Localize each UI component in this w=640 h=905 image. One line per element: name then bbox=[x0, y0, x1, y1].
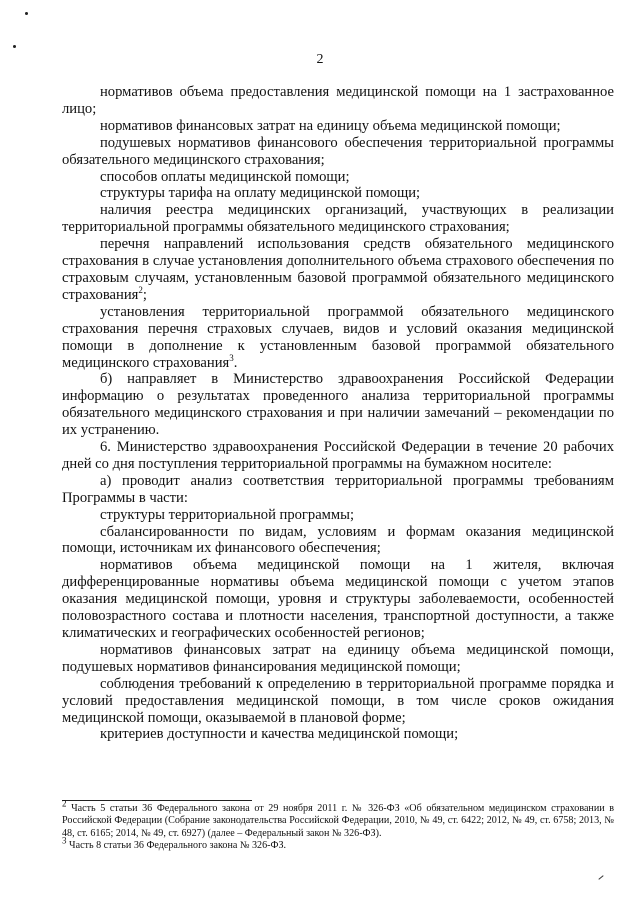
paragraph-end: ; bbox=[142, 286, 147, 303]
paragraph bbox=[62, 169, 614, 186]
paragraph-end: . bbox=[233, 354, 238, 371]
paragraph-text: нормативов финансовых затрат на единицу объема медицинской помощи, подушевых нормативов финансирования медицинской помощи; bbox=[62, 641, 614, 675]
page-number: 2 bbox=[316, 52, 324, 67]
footnote-mark: 3 bbox=[62, 835, 67, 846]
paragraph-text: нормативов объема предоставления медицинской помощи на 1 застрахованное лицо; bbox=[62, 84, 614, 117]
paragraph-text: установления территориальной программой обязательного медицинского страхования перечня страховых случаев, видов и условий оказания медицинской помощи в дополнение к установленным базовой программой обязательного медицинского страхования bbox=[62, 303, 614, 371]
footnote-ref: 3 bbox=[229, 352, 234, 363]
scan-speck bbox=[13, 45, 16, 48]
paragraph bbox=[62, 726, 614, 743]
paragraph-text: сбалансированности по видам, условиям и формам оказания медицинской помощи, источникам их финансового обеспечения; bbox=[62, 523, 614, 557]
footnote bbox=[62, 835, 614, 852]
footnote-ref: 2 bbox=[138, 285, 143, 296]
paragraph bbox=[62, 135, 614, 169]
paragraph bbox=[62, 439, 614, 473]
footnote-text: Часть 5 статьи 36 Федерального закона от 29 ноября 2011 г. № 326-ФЗ «Об обязательном медицинском страховании в Российской Федерации (Собрание законодательства Российской Федерации, 2010, № 49, ст. 6422; 2012, № 49, ст. 6758; 2013, № 48, ст. 6165; 2014, № 49, ст. 6927) (далее – Федеральный закон № 326-ФЗ). bbox=[62, 803, 614, 839]
paragraph-text: критериев доступности и качества медицинской помощи; bbox=[100, 726, 459, 743]
footnote-divider bbox=[62, 800, 252, 801]
paragraph-text: нормативов объема медицинской помощи на 1 жителя, включая дифференцированные нормативы объема медицинской помощи с учетом этапов оказания медицинской помощи, уровня и структуры заболеваемости, особенностей половозрастного состава и плотности населения, транспортной доступности, а также климатических и географических особенностей регионов; bbox=[62, 557, 614, 641]
paragraph bbox=[62, 185, 614, 202]
paragraph-text: структуры тарифа на оплату медицинской помощи; bbox=[100, 185, 421, 202]
paragraph-text: подушевых нормативов финансового обеспечения территориальной программы обязательного медицинского страхования; bbox=[62, 134, 614, 168]
paragraph bbox=[62, 473, 614, 507]
footnote-mark: 2 bbox=[62, 798, 67, 809]
paragraph bbox=[62, 118, 614, 135]
paragraph-text: способов оплаты медицинской помощи; bbox=[100, 168, 350, 185]
paragraph-text: нормативов финансовых затрат на единицу объема медицинской помощи; bbox=[100, 117, 561, 134]
paragraph bbox=[62, 642, 614, 676]
scan-mark bbox=[598, 875, 603, 880]
paragraph-text: структуры территориальной программы; bbox=[100, 506, 355, 523]
paragraph bbox=[62, 524, 614, 558]
paragraph bbox=[62, 236, 614, 304]
footnotes bbox=[62, 798, 614, 853]
paragraph bbox=[62, 676, 614, 727]
paragraph-text: 6. Министерство здравоохранения Российской Федерации в течение 20 рабочих дней со дня поступления территориальной программы на бумажном носителе: bbox=[62, 439, 614, 472]
paragraph-text: а) проводит анализ соответствия территориальной программы требованиям Программы в части: bbox=[62, 472, 614, 506]
paragraph-text: соблюдения требований к определению в территориальной программе порядка и условий предоставления медицинской помощи, в том числе сроков ожидания медицинской помощи, оказываемой в плановой форме; bbox=[62, 675, 614, 726]
paragraph-text: наличия реестра медицинских организаций, участвующих в реализации территориальной программы обязательного медицинского страхования; bbox=[62, 202, 614, 236]
paragraph bbox=[62, 202, 614, 236]
paragraph bbox=[62, 507, 614, 524]
footnote-text: Часть 8 статьи 36 Федерального закона № 326-ФЗ. bbox=[69, 840, 287, 852]
paragraph bbox=[62, 371, 614, 439]
body-text bbox=[62, 84, 614, 743]
footnote bbox=[62, 798, 614, 840]
paragraph bbox=[62, 557, 614, 642]
paragraph bbox=[62, 304, 614, 372]
paragraph bbox=[62, 84, 614, 118]
scan-speck bbox=[25, 12, 28, 15]
paragraph-text: б) направляет в Министерство здравоохранения Российской Федерации информацию о результатах проведенного анализа территориальной программы обязательного медицинского страхования и при наличии замечаний – рекомендации по их устранению. bbox=[62, 371, 614, 439]
paragraph-text: перечня направлений использования средств обязательного медицинского страхования в случае установления дополнительного объема страхового обеспечения по страховым случаям, установленным базовой программой обязательного медицинского страхования bbox=[62, 236, 614, 303]
